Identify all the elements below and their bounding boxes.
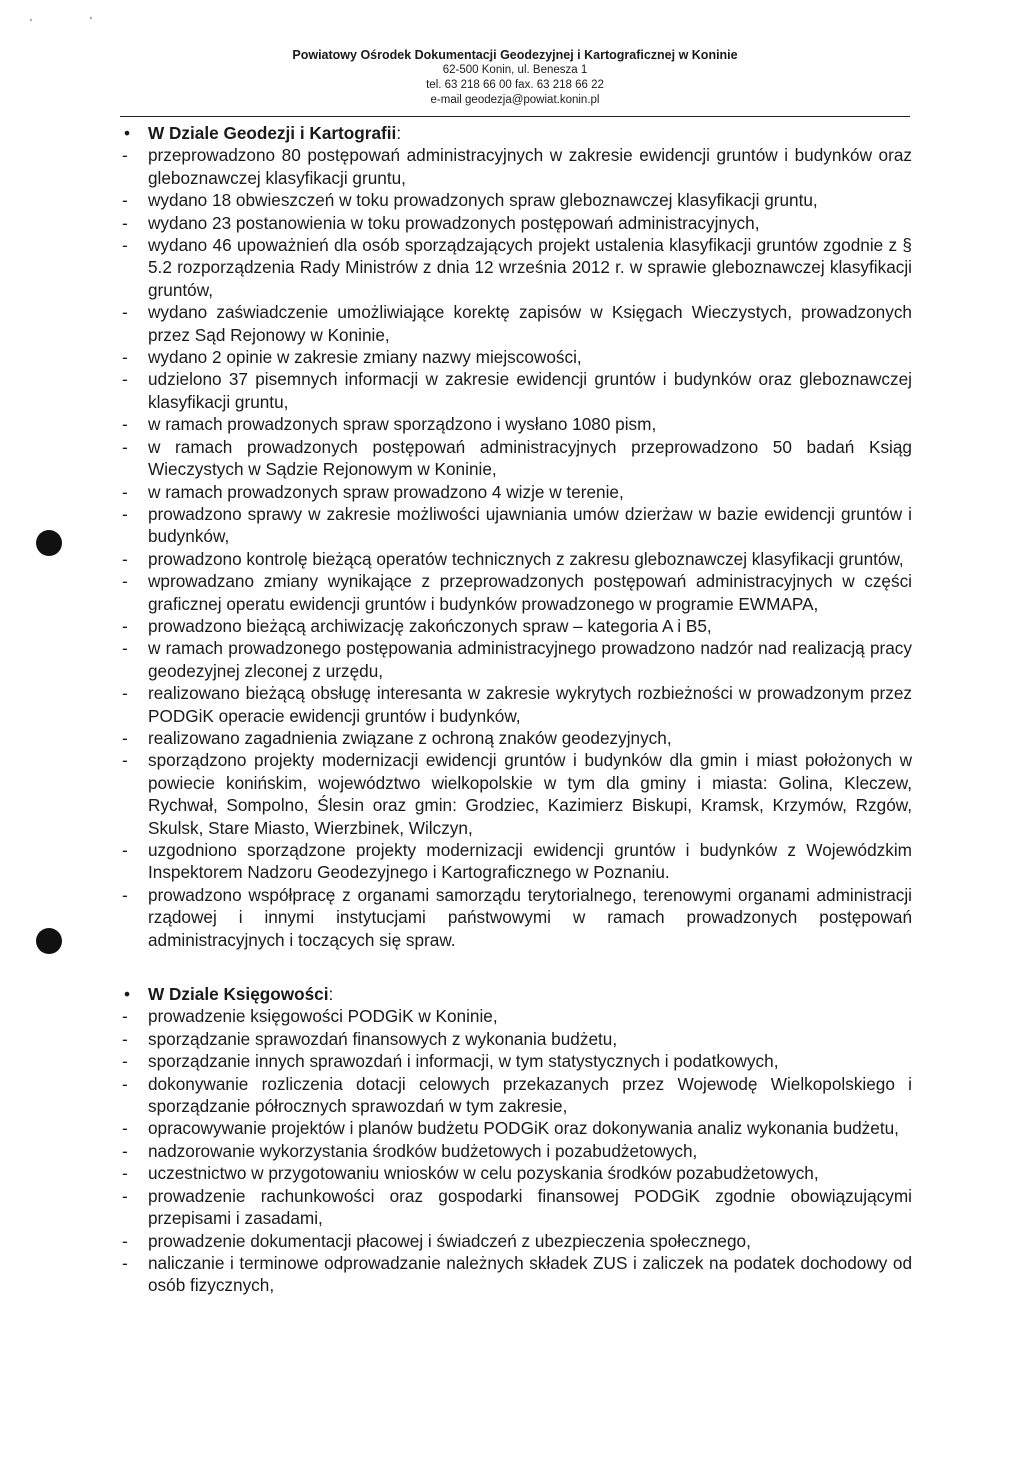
- list-item: [122, 637, 912, 682]
- list-item-text: prowadzenie księgowości PODGiK w Koninie,: [148, 1006, 498, 1027]
- list-item: [122, 1185, 912, 1230]
- list-item-text: prowadzono sprawy w zakresie możliwości ujawniania umów dzierżaw w bazie ewidencji gruntów i budynków,: [148, 503, 912, 547]
- section-bullet: •: [124, 984, 131, 1005]
- list-item: [122, 1252, 912, 1297]
- list-item: [122, 212, 912, 234]
- list-item-text: nadzorowanie wykorzystania środków budżetowych i pozabudżetowych,: [148, 1140, 698, 1161]
- list-item-text: uzgodniono sporządzone projekty modernizacji ewidencji gruntów i budynków z Wojewódzkim Inspektorem Nadzoru Geodezyjnego i Kartograficznego w Poznaniu.: [148, 840, 912, 883]
- list-item-text: prowadzenie rachunkowości oraz gospodarki finansowej PODGiK zgodnie obowiązującymi przepisami i zasadami,: [148, 1185, 912, 1229]
- section-items: [122, 144, 912, 951]
- list-item: [122, 436, 912, 481]
- list-item-text: sporządzanie innych sprawozdań i informacji, w tym statystycznych i podatkowych,: [148, 1051, 779, 1072]
- list-item: [122, 301, 912, 346]
- list-item: [122, 884, 912, 951]
- list-item-text: w ramach prowadzonych postępowań administracyjnych przeprowadzono 50 badań Ksiąg Wieczystych w Sądzie Rejonowym w Koninie,: [148, 436, 912, 480]
- section-bullet: •: [124, 123, 131, 143]
- section-title-suffix: :: [328, 984, 334, 1005]
- punch-hole-lower: [36, 928, 62, 954]
- list-item-text: realizowano zagadnienia związane z ochroną znaków geodezyjnych,: [148, 727, 672, 748]
- section-title: [122, 122, 912, 144]
- punch-hole-upper: [36, 530, 62, 556]
- list-item-text: prowadzenie dokumentacji płacowej i świadczeń z ubezpieczenia społecznego,: [148, 1230, 751, 1251]
- list-item-text: w ramach prowadzonych spraw prowadzono 4 wizje w terenie,: [148, 481, 624, 502]
- list-item: [122, 548, 912, 570]
- list-item-text: prowadzono bieżącą archiwizację zakończonych spraw – kategoria A i B5,: [148, 615, 712, 636]
- list-item: [122, 1050, 912, 1072]
- section-title-text: W Dziale Księgowości: [148, 984, 329, 1005]
- list-item-text: wydano 18 obwieszczeń w toku prowadzonych spraw gleboznawczej klasyfikacji gruntu,: [148, 190, 818, 211]
- letterhead: [200, 48, 830, 108]
- document-body: [122, 122, 912, 1297]
- list-item-text: sporządzono projekty modernizacji ewidencji gruntów i budynków dla gmin i miast położonych w powiecie konińskim, województwo wielkopolskie w tym dla gminy i miasta: Golina, Kleczew, Rychwał, Sompolno, Ślesin oraz gmin: Grodziec, Kazimierz Biskupi, Kramsk, Krzymów, Rzgów, Skulsk, Stare Miasto, Wierzbinek, Wilczyn,: [148, 750, 912, 838]
- section-title-suffix: :: [396, 123, 402, 143]
- list-item: [122, 481, 912, 503]
- list-item: [122, 1005, 912, 1027]
- section-geodezja: [122, 122, 912, 951]
- list-item: [122, 346, 912, 368]
- list-item: [122, 234, 912, 301]
- letterhead-email: e-mail geodezja@powiat.konin.pl: [430, 94, 600, 106]
- section-title: [122, 983, 912, 1005]
- section-title-text: W Dziale Geodezji i Kartografii: [148, 123, 397, 143]
- list-item-text: opracowywanie projektów i planów budżetu PODGiK oraz dokonywania analiz wykonania budżetu,: [148, 1118, 899, 1139]
- list-item-text: uczestnictwo w przygotowaniu wniosków w celu pozyskania środków pozabudżetowych,: [148, 1163, 819, 1184]
- list-item: [122, 1073, 912, 1118]
- section-items: [122, 1005, 912, 1296]
- list-item: [122, 503, 912, 548]
- list-item-text: wprowadzano zmiany wynikające z przeprowadzonych postępowań administracyjnych w części graficznej operatu ewidencji gruntów i budynków prowadzonego w programie EWMAPA,: [148, 571, 912, 614]
- list-item: [122, 1230, 912, 1252]
- list-item: [122, 189, 912, 211]
- letterhead-org: Powiatowy Ośrodek Dokumentacji Geodezyjnej i Kartograficznej w Koninie: [292, 48, 738, 62]
- list-item-text: udzielono 37 pisemnych informacji w zakresie ewidencji gruntów i budynków oraz gleboznawczej klasyfikacji gruntu,: [148, 369, 912, 412]
- list-item-text: sporządzanie sprawozdań finansowych z wykonania budżetu,: [148, 1028, 618, 1049]
- letterhead-phone: tel. 63 218 66 00 fax. 63 218 66 22: [426, 79, 604, 91]
- list-item-text: wydano 23 postanowienia w toku prowadzonych postępowań administracyjnych,: [148, 212, 760, 233]
- list-item-text: prowadzono kontrolę bieżącą operatów technicznych z zakresu gleboznawczej klasyfikacji gruntów,: [148, 548, 904, 569]
- list-item-text: realizowano bieżącą obsługę interesanta w zakresie wykrytych rozbieżności w prowadzonym przez PODGiK operacie ewidencji gruntów i budynków,: [148, 683, 912, 726]
- section-ksiegowosc: [122, 983, 912, 1297]
- list-item: [122, 144, 912, 189]
- list-item-text: naliczanie i terminowe odprowadzanie należnych składek ZUS i zaliczek na podatek dochodowy od osób fizycznych,: [148, 1252, 912, 1296]
- list-item: [122, 1117, 912, 1139]
- letterhead-address: 62-500 Konin, ul. Benesza 1: [442, 64, 588, 76]
- list-item-text: przeprowadzono 80 postępowań administracyjnych w zakresie ewidencji gruntów i budynków oraz gleboznawczej klasyfikacji gruntu,: [148, 145, 912, 188]
- scan-speck-right: ': [90, 16, 92, 27]
- list-item: [122, 368, 912, 413]
- list-item-text: w ramach prowadzonych spraw sporządzono i wysłano 1080 pism,: [148, 414, 657, 435]
- list-item: [122, 1028, 912, 1050]
- list-item-text: wydano 46 upoważnień dla osób sporządzających projekt ustalenia klasyfikacji gruntów zgodnie z § 5.2 rozporządzenia Rady Ministrów z dnia 12 września 2012 r. w sprawie gleboznawczej klasyfikacji gruntów,: [148, 235, 912, 300]
- list-item: [122, 749, 912, 839]
- scan-speck-left: ': [30, 18, 32, 29]
- list-item: [122, 727, 912, 749]
- letterhead-rule: [120, 116, 910, 117]
- list-item: [122, 839, 912, 884]
- list-item: [122, 1162, 912, 1184]
- section-gap: [122, 951, 912, 983]
- list-item: [122, 682, 912, 727]
- list-item-text: dokonywanie rozliczenia dotacji celowych przekazanych przez Wojewodę Wielkopolskiego i sporządzanie półrocznych sprawozdań w tym zakresie,: [148, 1073, 912, 1117]
- list-item-text: wydano 2 opinie w zakresie zmiany nazwy miejscowości,: [148, 347, 582, 368]
- list-item: [122, 1140, 912, 1162]
- list-item-text: w ramach prowadzonego postępowania administracyjnego prowadzono nadzór nad realizacją pracy geodezyjnej zleconej z urzędu,: [148, 638, 912, 681]
- list-item: [122, 570, 912, 615]
- list-item-text: prowadzono współpracę z organami samorządu terytorialnego, terenowymi organami administracji rządowej i innymi instytucjami państwowymi w ramach prowadzonych postępowań administracyjnych i toczących się spraw.: [148, 884, 912, 950]
- list-item: [122, 413, 912, 435]
- list-item-text: wydano zaświadczenie umożliwiające korektę zapisów w Księgach Wieczystych, prowadzonych przez Sąd Rejonowy w Koninie,: [148, 302, 912, 345]
- list-item: [122, 615, 912, 637]
